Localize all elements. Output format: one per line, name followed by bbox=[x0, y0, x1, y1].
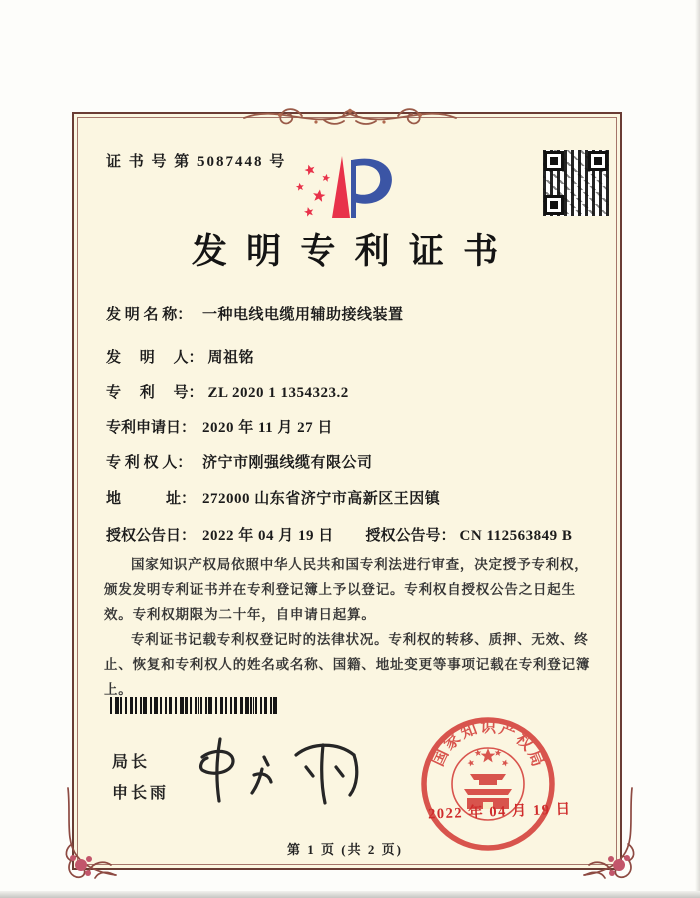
officer-title: 局长 bbox=[112, 754, 151, 771]
field-value: 272000 山东省济宁市高新区王因镇 bbox=[202, 491, 441, 507]
svg-text:国家知识产权局 bbox=[428, 718, 548, 771]
field-value: 济宁市刚强线缆有限公司 bbox=[202, 455, 373, 471]
qr-code bbox=[543, 150, 609, 216]
qr-finder-icon bbox=[544, 151, 564, 171]
field-label: 发 明 名 称： bbox=[106, 307, 193, 323]
barcode bbox=[110, 697, 280, 714]
field-inventor bbox=[106, 346, 254, 367]
officer-name: 申长雨 bbox=[112, 785, 170, 802]
seal-date-stamp: 2022 年 04 月 19 日 bbox=[427, 801, 572, 823]
certificate-title: 发明专利证书 bbox=[191, 232, 518, 271]
signature bbox=[188, 733, 373, 818]
qr-finder-icon bbox=[544, 195, 564, 215]
grant-number-value: CN 112563849 B bbox=[459, 528, 573, 544]
legal-text bbox=[104, 553, 594, 703]
field-label: 地 址： bbox=[106, 491, 197, 507]
field-label: 发 明 人： bbox=[106, 350, 204, 366]
cnipa-logo-icon bbox=[288, 154, 404, 230]
grant-date-label: 授权公告日： bbox=[106, 528, 197, 544]
field-value: ZL 2020 1 1354323.2 bbox=[207, 385, 349, 401]
photo-edge-right bbox=[695, 0, 700, 898]
field-label: 专 利 权 人： bbox=[106, 455, 193, 471]
field-value: 周祖铭 bbox=[207, 350, 255, 366]
page-footer: 第 1 页 (共 2 页) bbox=[287, 842, 403, 857]
field-label: 专 利 号： bbox=[106, 385, 204, 401]
seal-org-text: 国家知识产权局 bbox=[429, 719, 547, 772]
legal-paragraph-2: 专利证书记载专利权登记时的法律状况。专利权的转移、质押、无效、终止、恢复和专利权人的姓名或名称、国籍、地址变更等事项记载在专利登记簿上。 bbox=[104, 631, 591, 697]
certificate-number: 证 书 号 第 5087448 号 bbox=[106, 154, 287, 170]
field-value: 2020 年 11 月 27 日 bbox=[202, 420, 333, 436]
qr-finder-icon bbox=[588, 151, 608, 171]
field-grant-row bbox=[106, 524, 572, 545]
field-patent-number bbox=[106, 381, 349, 402]
field-invention-name bbox=[106, 303, 404, 324]
grant-number-label: 授权公告号： bbox=[365, 528, 456, 544]
field-label: 专利申请日： bbox=[106, 420, 197, 436]
photo-edge-bottom bbox=[0, 891, 700, 898]
legal-paragraph-1: 国家知识产权局依照中华人民共和国专利法进行审查，决定授予专利权，颁发发明专利证书并在专利登记簿上予以登记。专利权自授权公告之日起生效。专利权期限为二十年，自申请日起算。 bbox=[104, 557, 589, 622]
field-value: 一种电线电缆用辅助接线装置 bbox=[202, 307, 404, 323]
field-patentee bbox=[106, 451, 373, 472]
grant-date-value: 2022 年 04 月 19 日 bbox=[202, 528, 334, 544]
field-application-date bbox=[106, 416, 333, 437]
field-address bbox=[106, 487, 440, 508]
official-seal bbox=[416, 712, 560, 856]
